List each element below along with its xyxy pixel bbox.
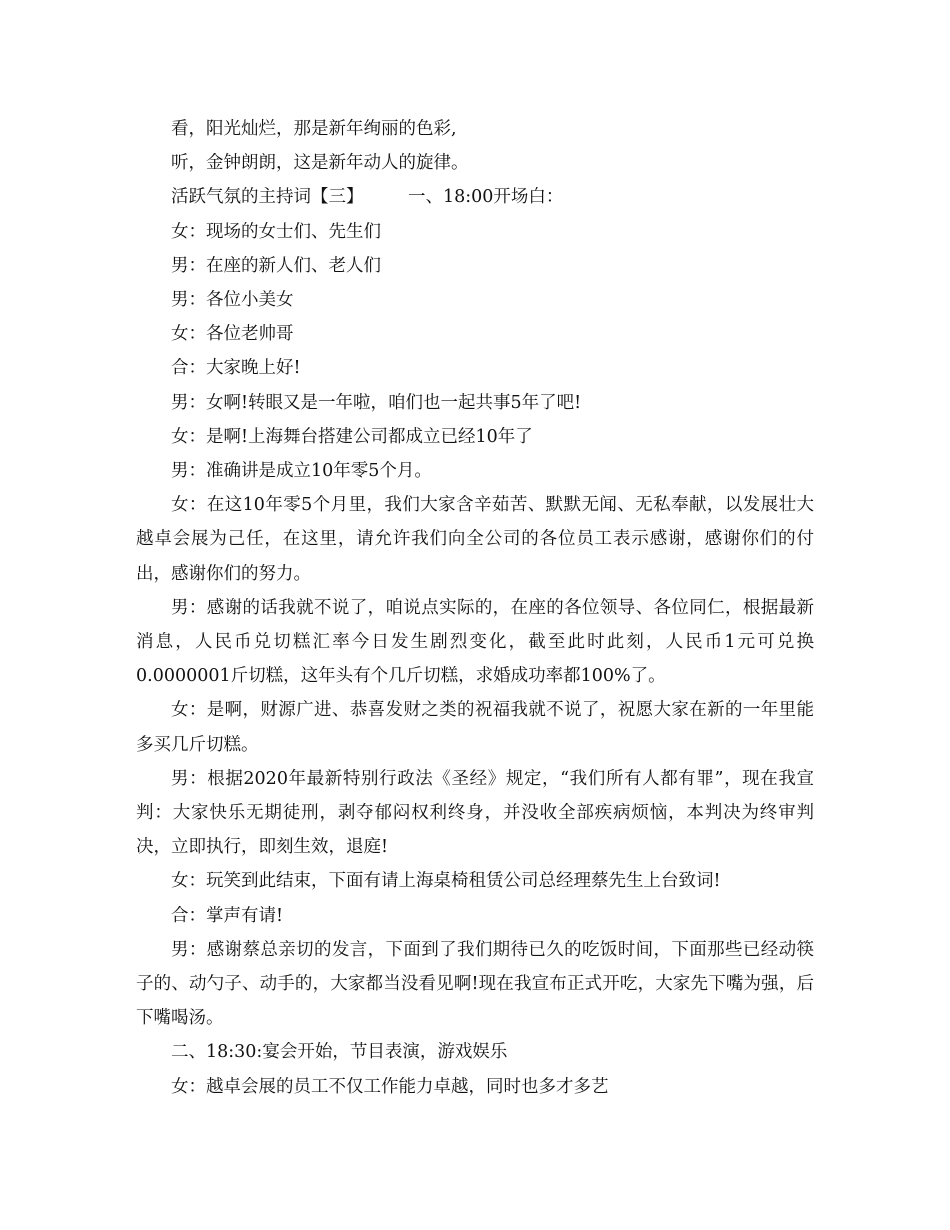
paragraph: 男：在座的新人们、老人们 (171, 255, 381, 276)
document-body (136, 112, 814, 1104)
paragraph: 女：在这10年零5个月里，我们大家含辛茹苦、默默无闻、无私奉献，以发展壮大越卓会展为己任，在这里，请允许我们向全公司的各位员工表示感谢，感谢你们的付出，感谢你们的努力。 (136, 495, 814, 584)
paragraph: 女：各位老帅哥 (171, 324, 294, 345)
paragraph: 合：大家晚上好! (171, 358, 301, 379)
paragraph: 看，阳光灿烂，那是新年绚丽的色彩, (171, 119, 457, 139)
paragraph: 女：越卓会展的员工不仅工作能力卓越，同时也多才多艺 (171, 1076, 609, 1097)
paragraph: 女：现场的女士们、先生们 (171, 221, 381, 242)
paragraph: 男：准确讲是成立10年零5个月。 (171, 461, 432, 482)
paragraph: 女：玩笑到此结束，下面有请上海桌椅租赁公司总经理蔡先生上台致词! (171, 871, 721, 892)
paragraph: 男：女啊!转眼又是一年啦，咱们也一起共事5年了吧! (171, 392, 582, 413)
section-heading: 二、18:30:宴会开始，节目表演，游戏娱乐 (171, 1042, 508, 1063)
paragraph: 男：感谢蔡总亲切的发言，下面到了我们期待已久的吃饭时间，下面那些已经动筷子的、动勺子、动手的，大家都当没看见啊!现在我宣布正式开吃，大家先下嘴为强，后下嘴喝汤。 (136, 939, 814, 1029)
section-heading: 活跃气氛的主持词【三】 一、18:00开场白： (171, 187, 564, 208)
paragraph: 女：是啊!上海舞台搭建公司都成立已经10年了 (171, 426, 533, 447)
paragraph: 男：各位小美女 (171, 290, 294, 311)
paragraph: 男：根据2020年最新特别行政法《圣经》规定，“我们所有人都有罪”，现在我宣判：大家快乐无期徒刑，剥夺郁闷权利终身，并没收全部疾病烦恼，本判决为终审判决，立即执行，即刻生效，退庭! (136, 768, 814, 858)
paragraph: 合：掌声有请! (171, 905, 284, 926)
paragraph: 男：感谢的话我就不说了，咱说点实际的，在座的各位领导、各位同仁，根据最新消息，人民币兑切糕汇率今日发生剧烈变化，截至此时此刻，人民币1元可兑换0.0000001斤切糕，这年头有个几斤切糕，求婚成功率都100%了。 (136, 597, 814, 687)
paragraph: 女：是啊，财源广进、恭喜发财之类的祝福我就不说了，祝愿大家在新的一年里能多买几斤切糕。 (136, 700, 814, 755)
paragraph: 听，金钟朗朗，这是新年动人的旋律。 (171, 153, 469, 174)
